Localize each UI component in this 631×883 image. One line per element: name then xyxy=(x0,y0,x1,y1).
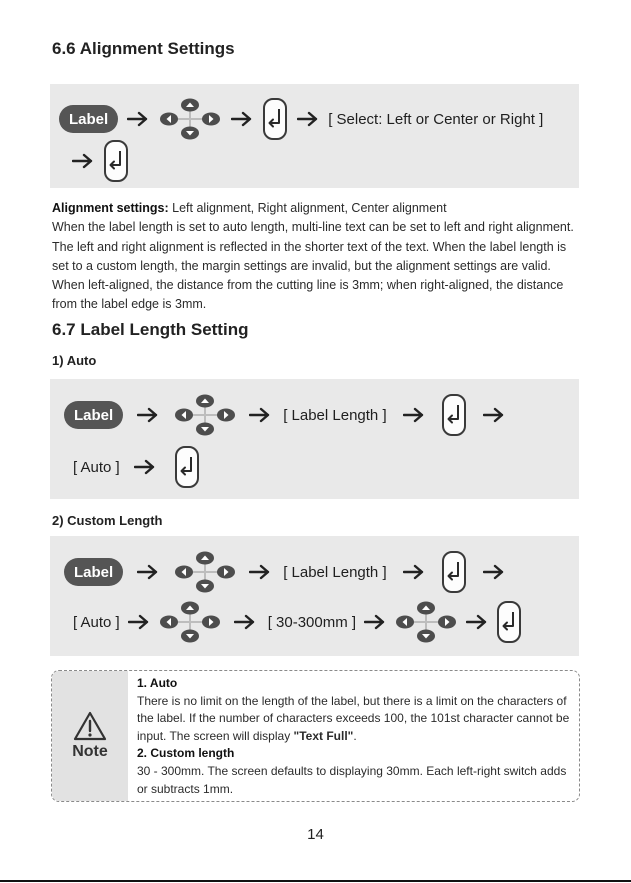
section-title-label-length: 6.7 Label Length Setting xyxy=(52,320,249,339)
auto-text: [ Auto ] xyxy=(73,613,120,631)
custom-flow-box xyxy=(50,536,579,656)
note-content xyxy=(137,675,577,798)
section-title-alignment: 6.6 Alignment Settings xyxy=(52,39,235,58)
enter-key-icon xyxy=(496,600,522,644)
note-text-full: "Text Full" xyxy=(293,728,354,743)
arrow-right-icon xyxy=(72,153,94,169)
arrow-right-icon xyxy=(127,111,149,127)
arrow-right-icon xyxy=(466,614,488,630)
note-item1-title: 1. Auto xyxy=(137,676,178,690)
note-item1-text-a: There is no limit on the length of the label, but there is a limit on the characters of the label. If the number of characters exceeds 100, the 101st character cannot be input. The screen will display xyxy=(137,693,570,743)
arrow-right-icon xyxy=(234,614,256,630)
auto-flow-box xyxy=(50,379,579,499)
alignment-lead-rest: Left alignment, Right alignment, Center alignment xyxy=(168,201,447,215)
dpad-icon xyxy=(394,600,458,644)
arrow-right-icon xyxy=(134,459,156,475)
alignment-lead: Alignment settings: xyxy=(52,201,169,215)
dpad-icon xyxy=(173,393,237,437)
custom-flow-row-1 xyxy=(64,550,521,594)
enter-key-icon xyxy=(262,97,288,141)
auto-text: [ Auto ] xyxy=(73,458,120,476)
label-length-text: [ Label Length ] xyxy=(283,563,387,581)
auto-flow-row-1 xyxy=(64,393,521,437)
arrow-right-icon xyxy=(297,111,319,127)
dpad-icon xyxy=(173,550,237,594)
custom-flow-row-2 xyxy=(73,600,522,644)
alignment-paragraph: When the label length is set to auto length, multi-line text can be set to left and right alignment. The left and right alignment is reflected in the shorter text of the text. When the label length is set to a custom length, the margin settings are invalid, but the alignment settings are valid. When left-aligned, the distance from the cutting line is 3mm; when right-aligned, the distance from the label edge is 3mm. xyxy=(52,220,574,312)
enter-key-icon xyxy=(174,445,200,489)
subheading-custom-length: 2) Custom Length xyxy=(52,513,163,528)
dpad-icon xyxy=(158,97,222,141)
note-item2-text: 30 - 300mm. The screen defaults to displaying 30mm. Each left-right switch adds or subtracts 1mm. xyxy=(137,763,567,796)
label-button: Label xyxy=(64,401,123,429)
select-alignment-text: [ Select: Left or Center or Right ] xyxy=(328,110,544,128)
enter-key-icon xyxy=(103,139,129,183)
alignment-description xyxy=(52,199,582,315)
alignment-flow-box xyxy=(50,84,579,188)
enter-key-icon xyxy=(441,393,467,437)
arrow-right-icon xyxy=(483,564,505,580)
note-item2-title: 2. Custom length xyxy=(137,746,235,761)
dpad-icon xyxy=(158,600,222,644)
note-sidebar xyxy=(52,671,128,801)
range-text: [ 30-300mm ] xyxy=(267,613,357,631)
enter-key-icon xyxy=(441,550,467,594)
arrow-right-icon xyxy=(137,407,159,423)
arrow-right-icon xyxy=(403,564,425,580)
label-button: Label xyxy=(59,105,118,133)
arrow-right-icon xyxy=(249,407,271,423)
label-button: Label xyxy=(64,558,123,586)
subheading-auto: 1) Auto xyxy=(52,353,97,368)
arrow-right-icon xyxy=(128,614,150,630)
auto-flow-row-2 xyxy=(73,445,200,489)
note-item1-text-b: . xyxy=(353,728,357,743)
label-length-text: [ Label Length ] xyxy=(283,406,387,424)
note-box xyxy=(51,670,580,802)
arrow-right-icon xyxy=(231,111,253,127)
page-number: 14 xyxy=(307,826,324,843)
alignment-flow-row-1 xyxy=(59,97,543,141)
bottom-rule xyxy=(0,880,631,882)
alignment-flow-row-2 xyxy=(72,139,129,183)
arrow-right-icon xyxy=(249,564,271,580)
note-label: Note xyxy=(72,743,108,760)
arrow-right-icon xyxy=(137,564,159,580)
arrow-right-icon xyxy=(364,614,386,630)
warning-icon xyxy=(73,711,107,741)
arrow-right-icon xyxy=(483,407,505,423)
arrow-right-icon xyxy=(403,407,425,423)
